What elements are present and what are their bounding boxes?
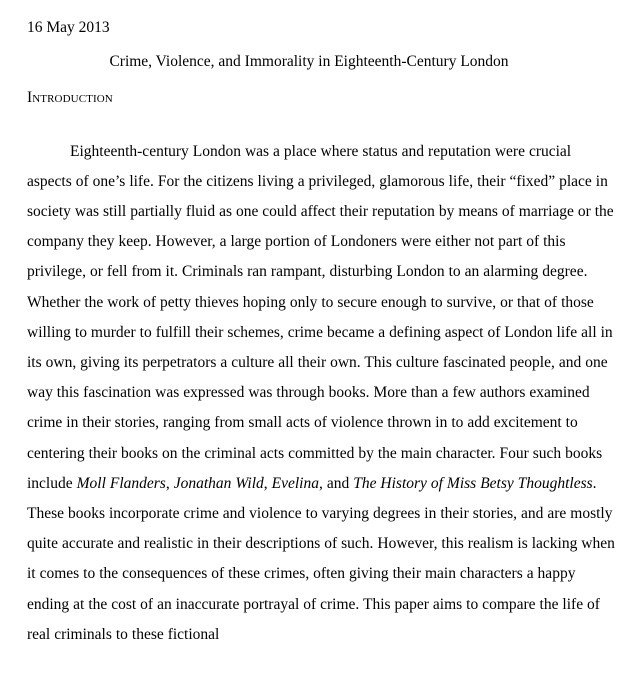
page-title: Crime, Violence, and Immorality in Eighteenth-Century London xyxy=(109,53,509,70)
italic-title-run: Moll Flanders xyxy=(76,474,166,492)
italic-title-run: Jonathan Wild xyxy=(173,474,264,492)
section-heading-introduction: Introduction xyxy=(27,89,113,106)
body-paragraph: Eighteenth-century London was a place where status and reputation were crucial aspects of one’s life. For the citizens living a privileged, glamorous life, their “fixed” place in society was still partially fluid as one could affect their reputation by means of marriage or the company they keep. However, a large portion of Londoners were either not part of this privilege, or fell from it. Criminals ran rampant, disturbing London to an alarming degree. Whether the work of petty thieves hoping only to secure enough to survive, or that of those willing to murder to fulfill their schemes, crime became a defining aspect of London life all in its own, giving its perpetrators a culture all their own. This culture fascinated people, and one way this fascination was expressed was through books. More than a few authors examined crime in their stories, ranging from small acts of violence thrown in to add excitement to centering their books on the criminal acts committed by the main character. Four such books include Moll Flanders, Jonathan Wild, Evelina, and The History of Miss Betsy Thoughtless. These books incorporate crime and violence to varying degrees in their stories, and are mostly quite accurate and realistic in their descriptions of such. However, this realism is lacking when it comes to the consequences of these crimes, often giving their main characters a happy ending at the cost of an inaccurate portrayal of crime. This paper aims to compare the life of real criminals to these fictional xyxy=(27,142,615,643)
text-column xyxy=(27,0,619,665)
italic-title-run: The History of Miss Betsy Thoughtless xyxy=(353,474,593,492)
italic-title-run: Evelina xyxy=(271,474,319,492)
document-date: 16 May 2013 xyxy=(27,19,110,36)
